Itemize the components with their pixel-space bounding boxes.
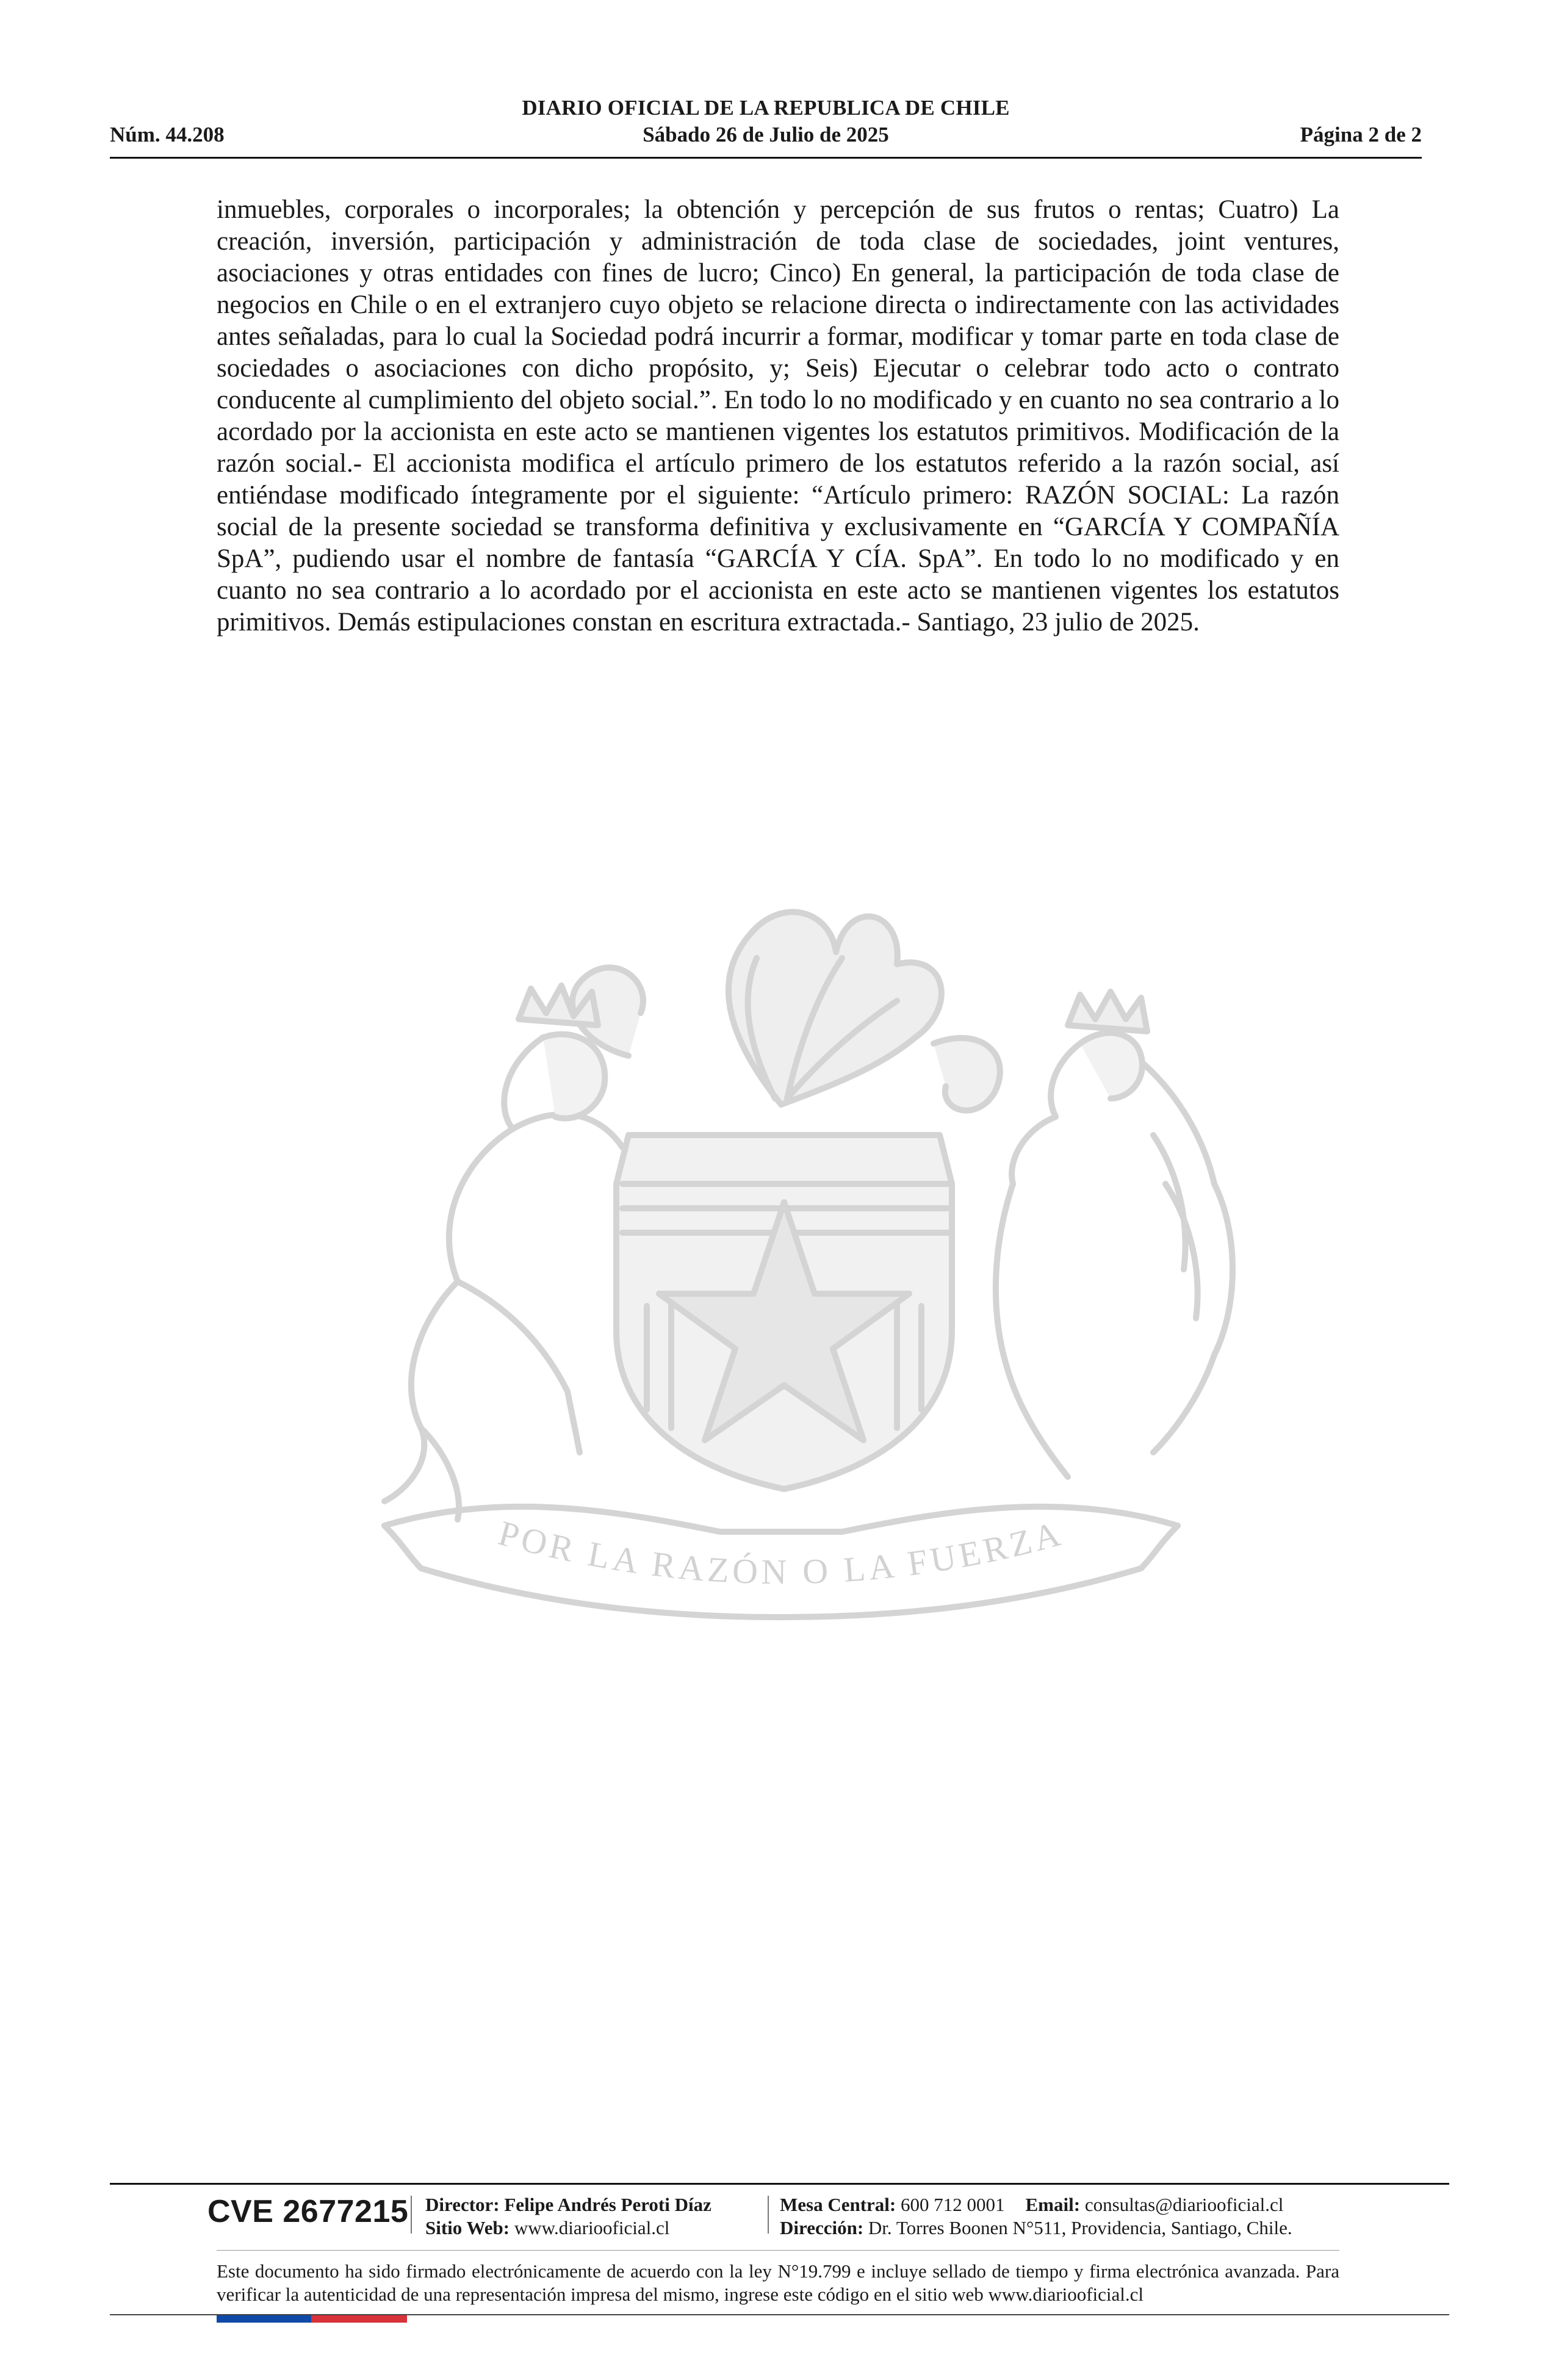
director-label: Director: [425, 2194, 500, 2215]
flag-bar [217, 2315, 407, 2323]
footer-address-line [780, 2216, 1292, 2240]
website-link[interactable]: www.diariooficial.cl [514, 2217, 670, 2238]
address-text: Dr. Torres Boonen N°511, Providencia, Santiago, Chile. [868, 2217, 1292, 2238]
website-label: Sitio Web: [425, 2217, 510, 2238]
footer-mid-divider [217, 2250, 1339, 2251]
cve-code: CVE 2677215 [207, 2194, 409, 2229]
footer-phone-email-line [780, 2193, 1292, 2216]
watermark-motto: POR LA RAZÓN O LA FUERZA [494, 1513, 1068, 1592]
header-divider [110, 157, 1422, 159]
footer-director-line [425, 2193, 711, 2216]
body-paragraph: inmuebles, corporales o incorporales; la obtención y percepción de sus frutos o rentas; Cuatro) La creación, inversión, participación y administración de toda clase de sociedades, joint ventures, asociaciones y otras entidades con fines de lucro; Cinco) En general, la participación de toda clase de negocios en Chile o en el extranjero cuyo objeto se relacione directa o indirectamente con las actividades antes señaladas, para lo cual la Sociedad podrá incurrir a formar, modificar y tomar parte en toda clase de sociedades o asociaciones con dicho propósito, y; Seis) Ejecutar o celebrar todo acto o contrato conducente al cumplimiento del objeto social.”. En todo lo no modificado y en cuanto no sea contrario a lo acordado por la accionista en este acto se mantienen vigentes los estatutos primitivos. Modificación de la razón social.- El accionista modifica el artículo primero de los estatutos referido a la razón social, así entiéndase modificado íntegramente por el siguiente: “Artículo primero: RAZÓN SOCIAL: La razón social de la presente sociedad se transforma definitiva y exclusivamente en “GARCÍA Y COMPAÑÍA SpA”, pudiendo usar el nombre de fantasía “GARCÍA Y CÍA. SpA”. En todo lo no modificado y en cuanto no sea contrario a lo acordado por el accionista en este acto se mantienen vigentes los estatutos primitivos. Demás estipulaciones constan en escritura extractada.- Santiago, 23 julio de 2025. [217, 195, 1339, 636]
page-number: Página 2 de 2 [1300, 123, 1422, 146]
footer-contact-column [780, 2193, 1292, 2240]
address-label: Dirección: [780, 2217, 864, 2238]
footer-top-divider [110, 2183, 1449, 2185]
footer-separator [411, 2196, 412, 2234]
footer-website-line [425, 2216, 711, 2240]
flag-blue-segment [217, 2315, 311, 2323]
issue-date: Sábado 26 de Julio de 2025 [643, 123, 889, 146]
central-phone: 600 712 0001 [901, 2194, 1005, 2215]
footer-separator [768, 2196, 769, 2234]
publication-title: DIARIO OFICIAL DE LA REPUBLICA DE CHILE [522, 96, 1010, 120]
email-link[interactable]: consultas@diariooficial.cl [1084, 2194, 1284, 2215]
legal-notice: Este documento ha sido firmado electrónicamente de acuerdo con la ley N°19.799 e incluye sellado de tiempo y firma electrónica avanzada. Para verificar la autenticidad de una representación impresa del mismo, ingrese este código en el sitio web www.diariooficial.cl [217, 2260, 1339, 2305]
footer-director-column [425, 2193, 711, 2240]
director-name: Felipe Andrés Peroti Díaz [504, 2194, 711, 2215]
issue-number: Núm. 44.208 [110, 123, 225, 146]
flag-red-segment [311, 2315, 407, 2323]
central-label: Mesa Central: [780, 2194, 896, 2215]
svg-text:POR LA RAZÓN O LA FUERZA [494, 1513, 1067, 1592]
page-header [110, 95, 1422, 157]
coat-of-arms-watermark-icon [201, 842, 1361, 1709]
email-label: Email: [1025, 2194, 1081, 2215]
